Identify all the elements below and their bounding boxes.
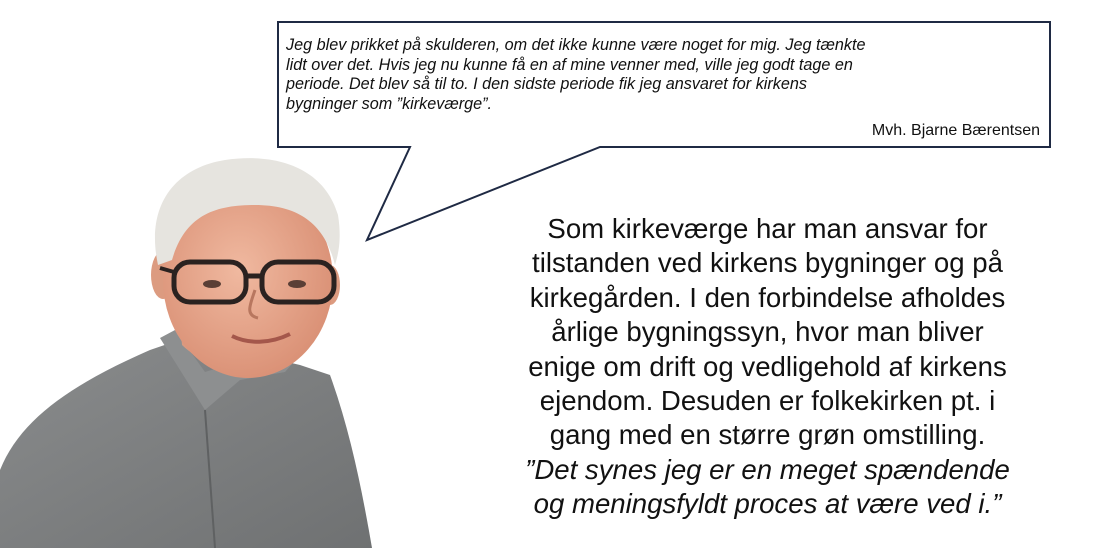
main-line: gang med en større grøn omstilling. — [549, 419, 986, 451]
main-line: enige om drift og vedligehold af kirkens — [528, 350, 1007, 382]
main-line: kirkegården. I den forbindelse afholdes — [529, 281, 1006, 313]
main-line: årlige bygningssyn, hvor man bliver — [551, 316, 984, 348]
main-line: ejendom. Desuden er folkekirken pt. i — [539, 385, 996, 417]
bubble-line: Jeg blev prikket på skulderen, om det ikke kunne være noget for mig. Jeg tænkte — [286, 36, 866, 54]
bubble-line: bygninger som ”kirkeværge”. — [286, 94, 493, 113]
main-line: tilstanden ved kirkens bygninger og på — [532, 247, 1003, 279]
bubble-line: periode. Det blev så til to. I den sidste periode fik jeg ansvaret for kirkens — [286, 75, 807, 93]
signature: Mvh. Bjarne Bærentsen — [871, 122, 1040, 139]
speech-bubble-text — [286, 36, 1041, 114]
quote-line: ”Det synes jeg er en meget spændende — [525, 453, 1010, 485]
bubble-line: lidt over det. Hvis jeg nu kunne få en af mine venner med, ville jeg godt tage en — [286, 55, 853, 74]
quote-line: og meningsfyldt proces at være ved i.” — [533, 488, 1002, 520]
main-line: Som kirkeværge har man ansvar for — [547, 213, 988, 244]
main-paragraph — [455, 212, 1080, 522]
